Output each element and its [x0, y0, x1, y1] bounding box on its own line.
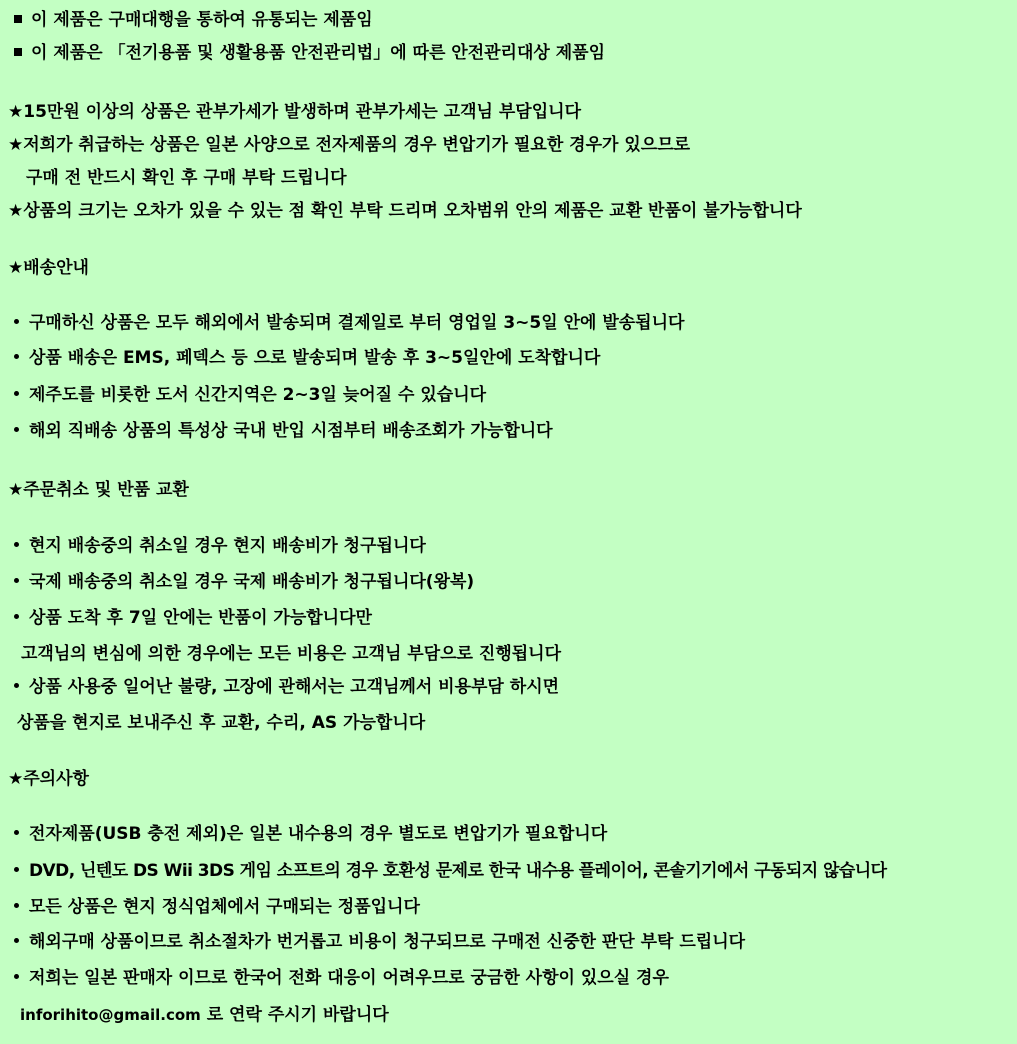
cancel-item-text: 상품 사용중 일어난 불량, 고장에 관해서는 고객님께서 비용부담 하시면 [29, 677, 560, 697]
dot-bullet-icon [14, 578, 19, 583]
caution-item-text: 저희는 일본 판매자 이므로 한국어 전화 대응이 어려우므로 궁금한 사항이 있으실 경우 [29, 968, 669, 988]
caution-item [0, 930, 745, 954]
square-bullet-icon [14, 48, 22, 56]
dot-bullet-icon [14, 614, 19, 619]
star-icon: ★ [8, 135, 24, 155]
star-icon: ★ [8, 102, 24, 122]
note-transformer-cont: 구매 전 반드시 확인 후 구매 부탁 드립니다 [26, 168, 347, 188]
dot-bullet-icon [14, 867, 19, 872]
dot-bullet-icon [14, 427, 19, 432]
star-icon: ★ [8, 769, 24, 789]
cancel-item [0, 534, 426, 558]
dot-bullet-icon [14, 683, 19, 688]
shipping-heading-text: 배송안내 [23, 258, 89, 278]
dot-bullet-icon [14, 830, 19, 835]
note-transformer [0, 133, 690, 157]
cancel-item-text: 현지 배송중의 취소일 경우 현지 배송비가 청구됩니다 [29, 536, 426, 556]
dot-bullet-icon [14, 391, 19, 396]
cancel-item [0, 606, 372, 630]
caution-item [0, 966, 669, 990]
star-icon: ★ [8, 201, 24, 221]
contact-suffix: 로 연락 주시기 바랍니다 [206, 1005, 389, 1025]
caution-heading [0, 767, 89, 791]
intro-bullet-1-text: 이 제품은 구매대행을 통하여 유통되는 제품임 [31, 10, 373, 30]
note-transformer-text: 저희가 취급하는 상품은 일본 사양으로 전자제품의 경우 변압기가 필요한 경우가 있으므로 [23, 135, 691, 155]
dot-bullet-icon [14, 542, 19, 547]
cancel-item-cont: 고객님의 변심에 의한 경우에는 모든 비용은 고객님 부담으로 진행됩니다 [21, 644, 562, 664]
shipping-item [0, 346, 600, 370]
dot-bullet-icon [14, 354, 19, 359]
intro-bullet-1 [0, 8, 373, 32]
dot-bullet-icon [14, 974, 19, 979]
dot-bullet-icon [14, 903, 19, 908]
caution-item-text: 모든 상품은 현지 정식업체에서 구매되는 정품입니다 [29, 897, 420, 917]
contact-email-link[interactable]: inforihito@gmail.com [20, 1006, 201, 1024]
caution-item-text: DVD, 닌텐도 DS Wii 3DS 게임 소프트의 경우 호환성 문제로 한국 내수용 플레이어, 콘솔기기에서 구동되지 않습니다 [29, 861, 887, 881]
star-icon: ★ [8, 480, 24, 500]
shipping-item-text: 제주도를 비롯한 도서 신간지역은 2~3일 늦어질 수 있습니다 [29, 385, 487, 405]
shipping-item-text: 해외 직배송 상품의 특성상 국내 반입 시점부터 배송조회가 가능합니다 [29, 421, 553, 441]
square-bullet-icon [14, 15, 22, 23]
shipping-item [0, 383, 486, 407]
intro-bullet-2-text: 이 제품은 「전기용품 및 생활용품 안전관리법」에 따른 안전관리대상 제품임 [31, 43, 606, 63]
cancel-item [0, 675, 559, 699]
caution-item [0, 895, 420, 919]
shipping-heading [0, 256, 89, 280]
caution-item [0, 822, 607, 846]
dot-bullet-icon [14, 319, 19, 324]
cancel-item-cont: 상품을 현지로 보내주신 후 교환, 수리, AS 가능합니다 [17, 713, 426, 733]
star-icon: ★ [8, 258, 24, 278]
dot-bullet-icon [14, 938, 19, 943]
note-size-text: 상품의 크기는 오차가 있을 수 있는 점 확인 부탁 드리며 오차범위 안의 제품은 교환 반품이 불가능합니다 [23, 201, 802, 221]
caution-item-text: 해외구매 상품이므로 취소절차가 번거롭고 비용이 청구되므로 구매전 신중한 판단 부탁 드립니다 [29, 932, 746, 952]
cancel-item-text: 국제 배송중의 취소일 경우 국제 배송비가 청구됩니다(왕복) [29, 572, 475, 592]
shipping-item [0, 419, 553, 443]
shipping-item-text: 구매하신 상품은 모두 해외에서 발송되며 결제일로 부터 영업일 3~5일 안에 발송됩니다 [29, 313, 685, 333]
shipping-item [0, 311, 684, 335]
cancel-heading [0, 478, 189, 502]
note-duty-text: 15만원 이상의 상품은 관부가세가 발생하며 관부가세는 고객님 부담입니다 [23, 102, 581, 122]
note-duty [0, 100, 581, 124]
cancel-heading-text: 주문취소 및 반품 교환 [23, 480, 189, 500]
note-size [0, 199, 802, 223]
caution-heading-text: 주의사항 [23, 769, 89, 789]
caution-item [0, 859, 887, 883]
cancel-item-text: 상품 도착 후 7일 안에는 반품이 가능합니다만 [29, 608, 372, 628]
cancel-item [0, 570, 474, 594]
intro-bullet-2 [0, 41, 605, 65]
shipping-item-text: 상품 배송은 EMS, 페덱스 등 으로 발송되며 발송 후 3~5일안에 도착합니다 [29, 348, 601, 368]
caution-item-text: 전자제품(USB 충전 제외)은 일본 내수용의 경우 별도로 변압기가 필요합니다 [29, 824, 608, 844]
contact-line [20, 1003, 389, 1027]
